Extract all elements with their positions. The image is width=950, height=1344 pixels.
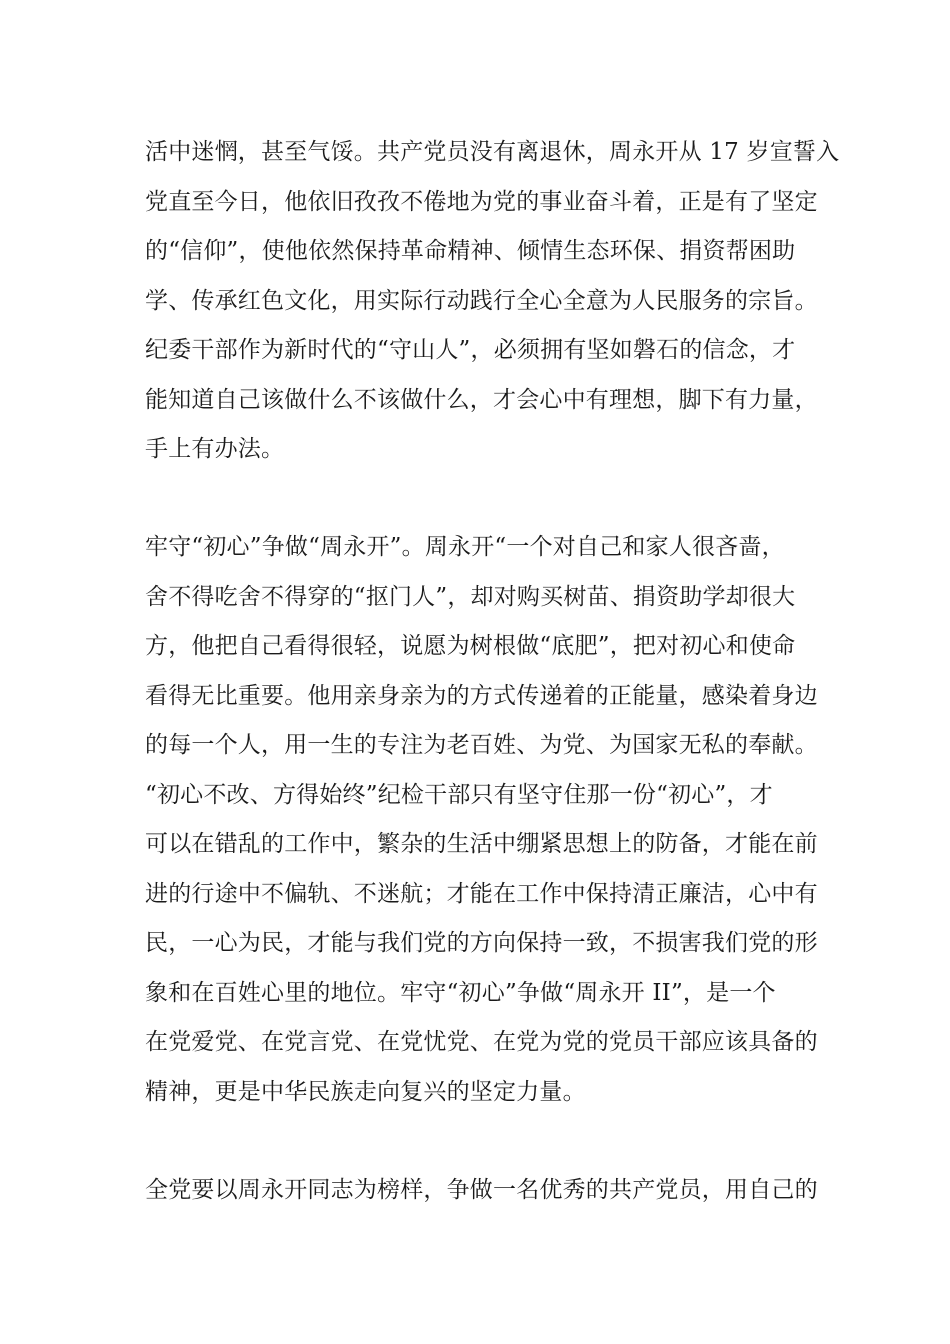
- paragraph-2-line-6: “初心不改、方得始终”纪检干部只有坚守住那一份“初心”，才: [145, 782, 773, 808]
- paragraph-3-line-1: 全党要以周永开同志为榜样，争做一名优秀的共产党员，用自己的: [145, 1177, 818, 1203]
- paragraph-2-line-5: 的每一个人，用一生的专注为老百姓、为党、为国家无私的奉献。: [145, 732, 818, 758]
- paragraph-2-line-11: 在党爱党、在党言党、在党忧党、在党为党的党员干部应该具备的: [145, 1029, 818, 1055]
- paragraph-2-line-8: 进的行途中不偏轨、不迷航；才能在工作中保持清正廉洁，心中有: [145, 881, 818, 907]
- paragraph-1-line-1: 活中迷惘，甚至气馁。共产党员没有离退休，周永开从 17 岁宣誓入: [145, 139, 840, 165]
- paragraph-1-line-6: 能知道自己该做什么不该做什么，才会心中有理想，脚下有力量，: [145, 387, 818, 413]
- paragraph-2-line-4: 看得无比重要。他用亲身亲为的方式传递着的正能量，感染着身边: [145, 683, 818, 709]
- paragraph-2-line-9: 民，一心为民，才能与我们党的方向保持一致，不损害我们党的形: [145, 930, 818, 956]
- paragraph-2-line-10: 象和在百姓心里的地位。牢守“初心”争做“周永开 II”，是一个: [145, 980, 776, 1006]
- paragraph-1-line-5: 纪委干部作为新时代的“守山人”，必须拥有坚如磐石的信念，才: [145, 337, 796, 363]
- paragraph-1-line-2: 党直至今日，他依旧孜孜不倦地为党的事业奋斗着，正是有了坚定: [145, 189, 818, 215]
- paragraph-1-line-3: 的“信仰”，使他依然保持革命精神、倾情生态环保、捐资帮困助: [145, 238, 796, 264]
- paragraph-2-line-7: 可以在错乱的工作中，繁杂的生活中绷紧思想上的防备，才能在前: [145, 831, 818, 857]
- paragraph-2-line-1: 牢守“初心”争做“周永开”。周永开“一个对自己和家人很吝啬，: [145, 534, 785, 560]
- paragraph-1-line-4: 学、传承红色文化，用实际行动践行全心全意为人民服务的宗旨。: [145, 288, 818, 314]
- paragraph-2-line-12: 精神，更是中华民族走向复兴的坚定力量。: [145, 1079, 586, 1105]
- paragraph-2-line-2: 舍不得吃舍不得穿的“抠门人”，却对购买树苗、捐资助学却很大: [145, 584, 796, 610]
- paragraph-2-line-3: 方，他把自己看得很轻，说愿为树根做“底肥”，把对初心和使命: [145, 633, 796, 659]
- paragraph-1-line-7: 手上有办法。: [145, 436, 285, 462]
